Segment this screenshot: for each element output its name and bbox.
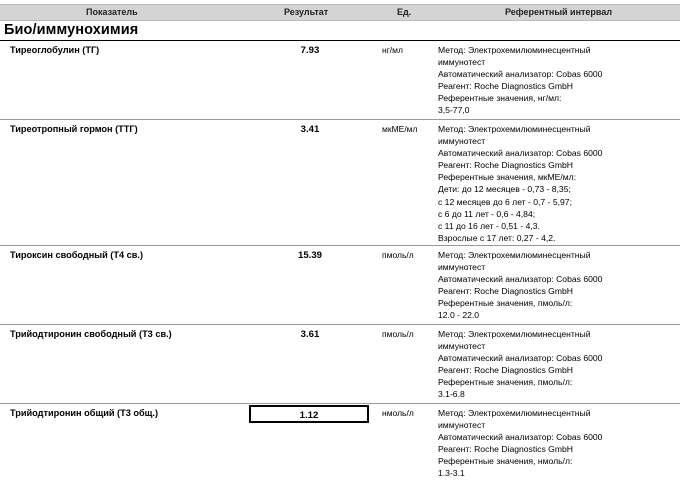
reference-line: иммунотест <box>438 57 486 68</box>
reference-line: Автоматический анализатор: Cobas 6000 <box>438 353 603 364</box>
row-indicator-name: Тиреотропный гормон (ТТГ) <box>10 124 138 134</box>
section-title: Био/иммунохимия <box>4 22 139 38</box>
row-reference-interval <box>438 123 674 244</box>
row-result-value-highlighted: 1.12 <box>249 405 369 423</box>
row-unit: нмоль/л <box>382 408 414 418</box>
reference-line: Реагент: Roche Diagnostics GmbH <box>438 286 573 297</box>
reference-line: иммунотест <box>438 136 486 147</box>
header-unit: Ед. <box>397 7 412 17</box>
reference-line: Референтные значения, нмоль/л: <box>438 456 573 467</box>
reference-line: Метод: Электрохемилюминесцентный <box>438 329 591 339</box>
row-unit: мкМЕ/мл <box>382 124 418 134</box>
reference-line: Референтные значения, мкМЕ/мл: <box>438 172 577 183</box>
reference-line: 12.0 - 22.0 <box>438 310 480 321</box>
reference-line: Референтные значения, пмоль/л: <box>438 377 573 388</box>
row-indicator-name: Трийодтиронин свободный (Т3 св.) <box>10 329 172 339</box>
table-row <box>0 41 680 120</box>
row-result-value: 3.41 <box>300 124 320 135</box>
header-result: Результат <box>284 7 329 17</box>
table-header <box>0 4 680 21</box>
row-result-value: 15.39 <box>297 250 322 261</box>
row-indicator-name: Трийодтиронин общий (Т3 общ.) <box>10 408 159 418</box>
table-row <box>0 246 680 325</box>
reference-line: с 11 до 16 лет - 0,51 - 4,3. <box>438 220 540 231</box>
reference-line: 1.3-3.1 <box>438 468 465 479</box>
reference-line: Референтные значения, пмоль/л: <box>438 298 573 309</box>
reference-line: Метод: Электрохемилюминесцентный <box>438 250 591 260</box>
row-reference-interval <box>438 328 674 401</box>
reference-line: Автоматический анализатор: Cobas 6000 <box>438 274 603 285</box>
row-unit: пмоль/л <box>382 250 414 260</box>
row-indicator-name: Тироксин свободный (Т4 св.) <box>10 250 144 260</box>
reference-line: Метод: Электрохемилюминесцентный <box>438 408 591 418</box>
reference-line: Автоматический анализатор: Cobas 6000 <box>438 148 603 159</box>
reference-line: иммунотест <box>438 262 486 273</box>
reference-line: иммунотест <box>438 341 486 352</box>
reference-line: Реагент: Roche Diagnostics GmbH <box>438 160 573 171</box>
reference-line: Реагент: Roche Diagnostics GmbH <box>438 365 573 376</box>
row-reference-interval <box>438 407 674 480</box>
reference-line: Дети: до 12 месяцев - 0,73 - 8,35; <box>438 184 571 195</box>
table-row <box>0 120 680 246</box>
reference-line: Автоматический анализатор: Cobas 6000 <box>438 69 603 80</box>
row-reference-interval <box>438 44 674 117</box>
reference-line: Реагент: Roche Diagnostics GmbH <box>438 81 573 92</box>
row-result-value: 7.93 <box>300 45 320 56</box>
table-row <box>0 404 680 484</box>
header-reference: Референтный интервал <box>505 7 613 17</box>
header-indicator: Показатель <box>86 7 138 17</box>
reference-line: Референтные значения, нг/мл: <box>438 93 562 104</box>
reference-line: с 12 месяцев до 6 лет - 0,7 - 5,97; <box>438 196 572 207</box>
row-indicator-name: Тиреоглобулин (ТГ) <box>10 45 100 55</box>
row-result-value: 3.61 <box>300 329 320 340</box>
reference-line: Метод: Электрохемилюминесцентный <box>438 45 591 55</box>
row-reference-interval <box>438 249 674 322</box>
reference-line: Метод: Электрохемилюминесцентный <box>438 124 591 134</box>
reference-line: Реагент: Roche Diagnostics GmbH <box>438 444 573 455</box>
reference-line: Взрослые с 17 лет: 0,27 - 4,2. <box>438 232 556 243</box>
table-row <box>0 325 680 404</box>
reference-line: 3,5-77,0 <box>438 105 470 116</box>
row-unit: пмоль/л <box>382 329 414 339</box>
reference-line: Автоматический анализатор: Cobas 6000 <box>438 432 603 443</box>
reference-line: иммунотест <box>438 420 486 431</box>
reference-line: 3.1-6.8 <box>438 389 465 400</box>
reference-line: с 6 до 11 лет - 0,6 - 4,84; <box>438 208 536 219</box>
row-unit: нг/мл <box>382 45 403 55</box>
